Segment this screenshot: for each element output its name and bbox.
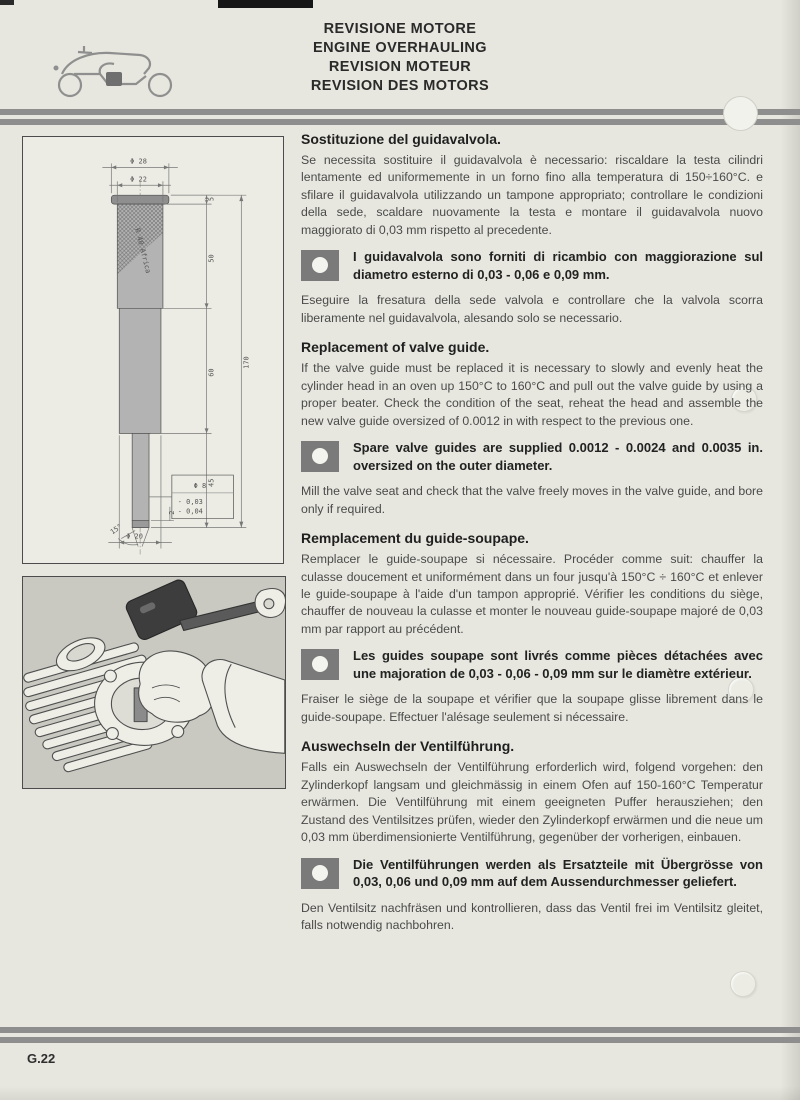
scan-bottom-edge-shadow [0, 1086, 800, 1100]
footer-rule-bottom [0, 1037, 800, 1043]
note-text-it: I guidavalvola sono forniti di ricambio con maggiorazione sul diametro esterno di 0,03 - 0,06 e 0,09 mm. [353, 249, 763, 282]
note-text-en: Spare valve guides are supplied 0.0012 - 0.0024 and 0.0035 in. oversized on the outer diameter. [353, 440, 763, 473]
note-bullet-icon [301, 441, 339, 472]
note-text-de: Die Ventilführungen werden als Ersatzteile mit Übergrösse von 0,03, 0,06 und 0,09 mm auf dem Aussendurchmesser geliefert. [353, 856, 763, 890]
note-de [301, 856, 763, 891]
dim-dia-28: Φ 28 [130, 157, 147, 166]
note-it [301, 248, 763, 283]
section-heading-fr: Remplacement du guide-soupape. [301, 530, 529, 547]
section-after-fr: Fraiser le siège de la soupape et vérifier que la soupape glisse librement dans le guide-soupape. Effectuer l'alésage seulement si nécessaire. [301, 692, 763, 724]
note-text-fr: Les guides soupape sont livrés comme pièces détachées avec une majoration de 0,03 - 0,06 - 0,09 mm sur le diamètre extérieur. [353, 648, 763, 681]
punch-hole-1 [723, 96, 758, 131]
page-number: G.22 [27, 1051, 56, 1066]
header-rule-top [0, 109, 800, 115]
note-bullet-icon [301, 649, 339, 680]
section-heading-de: Auswechseln der Ventilführung. [301, 738, 515, 755]
dim-pilot-dia: Φ 8 [193, 481, 207, 490]
title-german: REVISION DES MOTORS [310, 78, 490, 94]
dim-len-170: 170 [242, 356, 251, 369]
section-heading-en: Replacement of valve guide. [301, 339, 490, 356]
note-fr [301, 647, 763, 682]
header-rule-bottom [0, 119, 800, 125]
text-column [301, 131, 763, 947]
note-bullet-icon [301, 858, 339, 889]
scan-right-edge-shadow [780, 0, 800, 1100]
section-body-de: Falls ein Auswechseln der Ventilführung erforderlich wird, folgend vorgehen: den Zylinderkopf langsam und gleichmässig in einem Ofen auf 150-160°C Temperatur erwärmen. Die Ventilführung mit einem geeigneten Puffer herausziehen; den Zustand des Ventilsitzes prüfen, wieder den Zylinderkopf erwärmen und die neue um 0,03 mm überdimensionierte Ventilführung, gegenüber der vorherigen, einbauen. [301, 760, 763, 845]
dim-tol-upper: - 0,03 [177, 497, 203, 506]
page-title-block [240, 20, 560, 96]
section-body-it: Se necessita sostituire il guidavalvola è necessario: riscaldare la testa cilindri lentamente ed uniformemente in un forno fino alla temperatura di 150÷160°C. e sfilare il guidavalvola utilizzando un tampone appropriato; controllare le condizioni della sede, scaldare nuovamente la testa e montare il guidavalvola nuovo maggiorato di 0,03 mm rispetto al precedente. [301, 153, 763, 237]
section-after-it: Eseguire la fresatura della sede valvola e controllare che la valvola scorra liberamente nel guidavalvola, alesando solo se necessario. [301, 293, 763, 325]
tool-marking: R 40 Africa [133, 227, 153, 275]
section-after-en: Mill the valve seat and check that the valve freely moves in the valve guide, and bore only if required. [301, 484, 763, 516]
footer-rule-top [0, 1027, 800, 1033]
valve-guide-drift-drawing [22, 136, 284, 564]
dim-tip-2: 2 [167, 510, 176, 515]
punch-hole-4 [730, 971, 756, 997]
title-italian: REVISIONE MOTORE [323, 21, 477, 37]
dim-len-45: 45 [207, 478, 216, 487]
dim-len-5: 5 [207, 196, 216, 202]
section-french [301, 530, 763, 726]
section-english [301, 339, 763, 518]
section-italian [301, 131, 763, 327]
dim-dia-20: Φ 20 [126, 532, 143, 541]
section-after-de: Den Ventilsitz nachfräsen und kontrollieren, dass das Ventil frei im Ventilsitz gleitet, falls notwendig nachbohren. [301, 900, 763, 933]
title-english: ENGINE OVERHAULING [313, 40, 487, 56]
motorcycle-logo-icon [48, 38, 184, 100]
dim-len-50: 50 [207, 254, 216, 263]
note-bullet-icon [301, 250, 339, 281]
title-french: REVISION MOTEUR [328, 59, 472, 75]
note-en [301, 439, 763, 474]
dim-dia-22: Φ 22 [130, 175, 147, 184]
scan-top-black-bar [218, 0, 313, 8]
section-body-fr: Remplacer le guide-soupape si nécessaire. Procéder comme suit: chauffer la culasse doucement et uniformément dans un four jusqu'à 150°C ÷ 160°C et enlever le guide-soupape à l'aide d'un tampon approprié. Vérifier les conditions du siège, chauffer de nouveau la culasse et monter le nouveau guide-soupape majoré de 0,03 mm par rapport au précédent. [301, 552, 763, 636]
section-german [301, 738, 763, 934]
dim-len-60: 60 [207, 368, 216, 377]
dim-chamfer-15: 15° [108, 522, 124, 537]
section-body-en: If the valve guide must be replaced it is necessary to slowly and evenly heat the cylinder head in an oven up 150°C to 160°C and pull out the valve guide by using a proper beater. Check the condition of the seat, reheat the head and assemble the new valve guide oversized of 0.0012 in with respect to the previous one. [301, 361, 763, 428]
mallet-drift-illustration [22, 576, 286, 789]
dim-tol-lower: - 0,04 [177, 507, 203, 516]
section-heading-it: Sostituzione del guidavalvola. [301, 131, 501, 147]
scan-top-left-chip [0, 0, 14, 5]
